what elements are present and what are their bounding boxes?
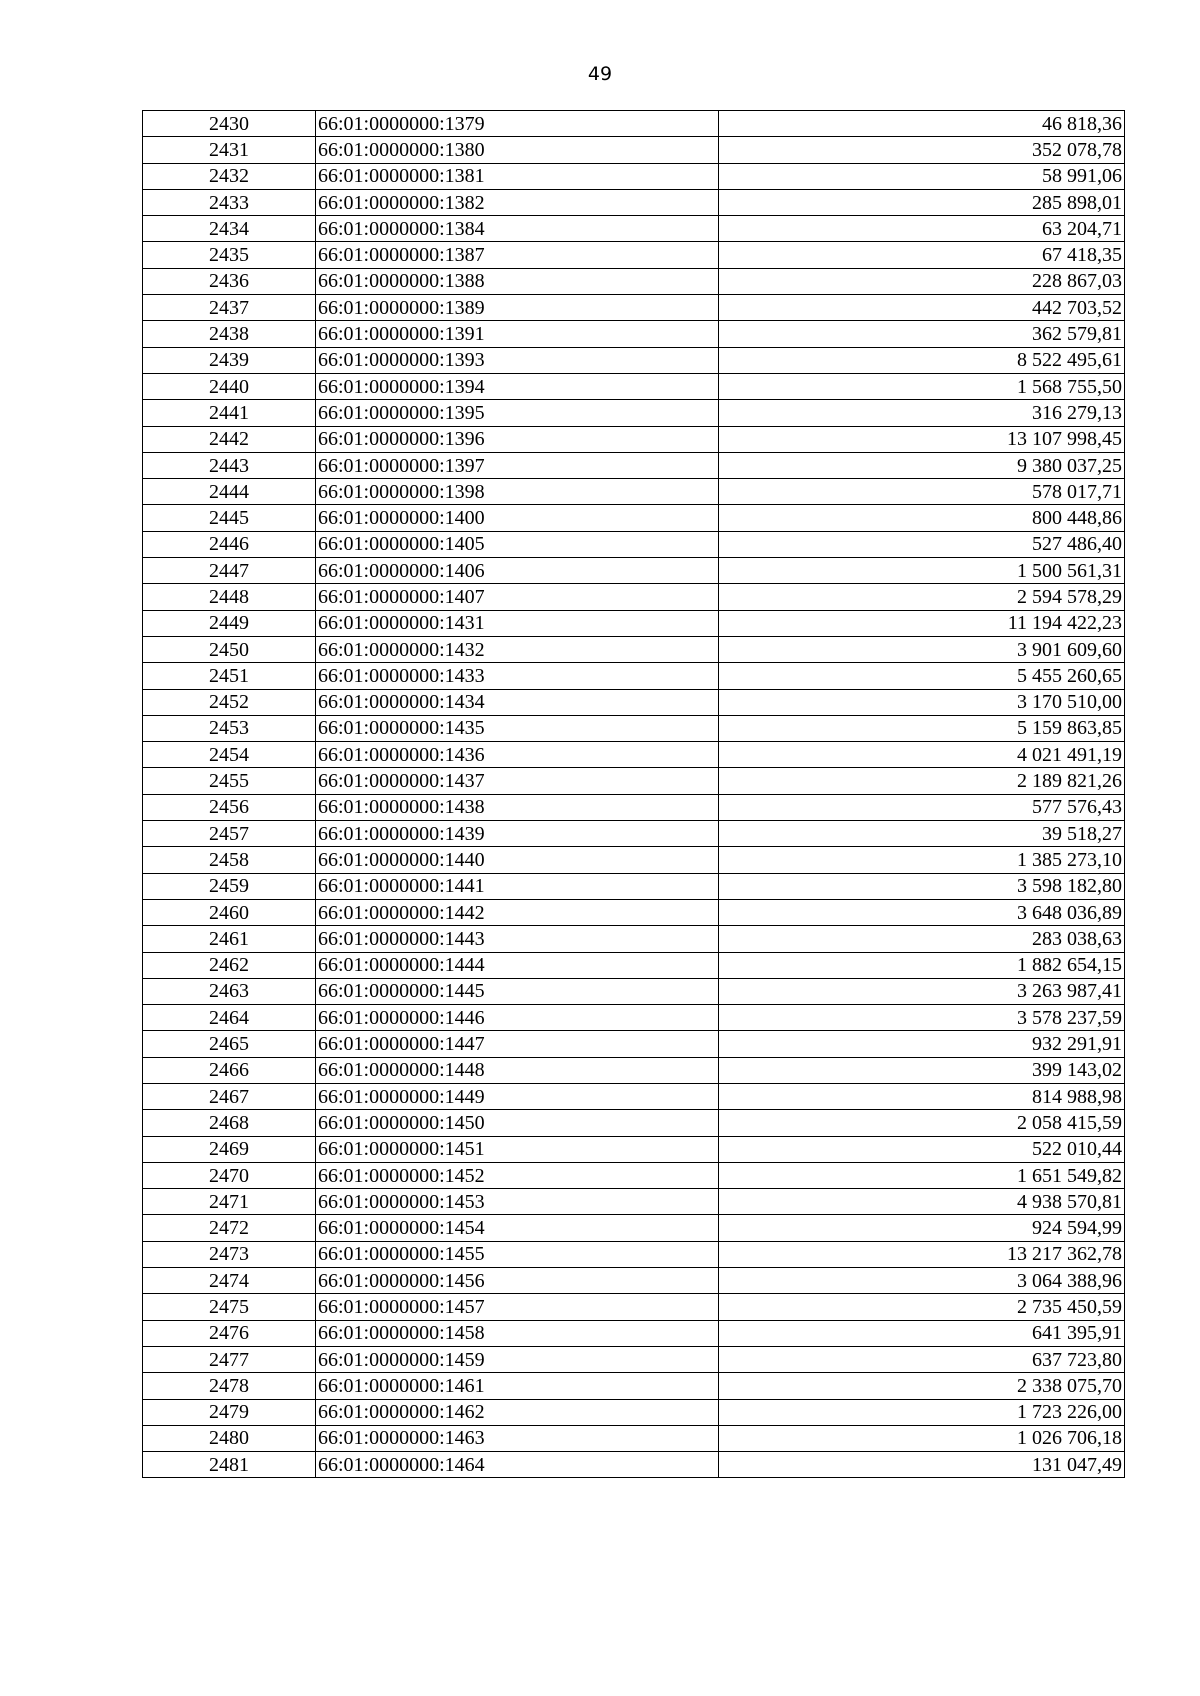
- cadastral-number-cell: 66:01:0000000:1406: [316, 558, 719, 584]
- table-row: [143, 137, 1125, 163]
- row-number-cell: 2465: [143, 1031, 316, 1057]
- table-row: [143, 163, 1125, 189]
- value-cell: 11 194 422,23: [719, 610, 1125, 636]
- cadastral-number-cell: 66:01:0000000:1381: [316, 163, 719, 189]
- table-row: [143, 295, 1125, 321]
- value-cell: 932 291,91: [719, 1031, 1125, 1057]
- row-number-cell: 2469: [143, 1136, 316, 1162]
- table-row: [143, 847, 1125, 873]
- value-cell: 5 159 863,85: [719, 715, 1125, 741]
- cadastral-number-cell: 66:01:0000000:1454: [316, 1215, 719, 1241]
- table-row: [143, 978, 1125, 1004]
- value-cell: 131 047,49: [719, 1452, 1125, 1478]
- value-cell: 924 594,99: [719, 1215, 1125, 1241]
- row-number-cell: 2443: [143, 452, 316, 478]
- value-cell: 58 991,06: [719, 163, 1125, 189]
- cadastral-number-cell: 66:01:0000000:1396: [316, 426, 719, 452]
- cadastral-number-cell: 66:01:0000000:1459: [316, 1346, 719, 1372]
- cadastral-number-cell: 66:01:0000000:1433: [316, 663, 719, 689]
- cadastral-number-cell: 66:01:0000000:1463: [316, 1425, 719, 1451]
- row-number-cell: 2477: [143, 1346, 316, 1372]
- table-row: [143, 1425, 1125, 1451]
- cadastral-number-cell: 66:01:0000000:1434: [316, 689, 719, 715]
- table-row: [143, 1399, 1125, 1425]
- row-number-cell: 2468: [143, 1110, 316, 1136]
- row-number-cell: 2456: [143, 794, 316, 820]
- row-number-cell: 2444: [143, 479, 316, 505]
- table-row: [143, 1057, 1125, 1083]
- table-row: [143, 505, 1125, 531]
- table-row: [143, 926, 1125, 952]
- value-cell: 3 578 237,59: [719, 1005, 1125, 1031]
- table-row: [143, 873, 1125, 899]
- cadastral-number-cell: 66:01:0000000:1450: [316, 1110, 719, 1136]
- value-cell: 2 594 578,29: [719, 584, 1125, 610]
- cadastral-number-cell: 66:01:0000000:1387: [316, 242, 719, 268]
- row-number-cell: 2464: [143, 1005, 316, 1031]
- cadastral-number-cell: 66:01:0000000:1389: [316, 295, 719, 321]
- row-number-cell: 2461: [143, 926, 316, 952]
- cadastral-number-cell: 66:01:0000000:1449: [316, 1083, 719, 1109]
- table-row: [143, 531, 1125, 557]
- value-cell: 800 448,86: [719, 505, 1125, 531]
- table-row: [143, 663, 1125, 689]
- table-row: [143, 768, 1125, 794]
- cadastral-number-cell: 66:01:0000000:1432: [316, 636, 719, 662]
- row-number-cell: 2455: [143, 768, 316, 794]
- value-cell: 399 143,02: [719, 1057, 1125, 1083]
- value-cell: 4 021 491,19: [719, 742, 1125, 768]
- table-row: [143, 373, 1125, 399]
- row-number-cell: 2467: [143, 1083, 316, 1109]
- cadastral-number-cell: 66:01:0000000:1391: [316, 321, 719, 347]
- value-cell: 3 648 036,89: [719, 899, 1125, 925]
- value-cell: 637 723,80: [719, 1346, 1125, 1372]
- cadastral-number-cell: 66:01:0000000:1453: [316, 1189, 719, 1215]
- row-number-cell: 2459: [143, 873, 316, 899]
- value-cell: 285 898,01: [719, 189, 1125, 215]
- row-number-cell: 2440: [143, 373, 316, 399]
- row-number-cell: 2470: [143, 1162, 316, 1188]
- row-number-cell: 2436: [143, 268, 316, 294]
- row-number-cell: 2432: [143, 163, 316, 189]
- table-row: [143, 1110, 1125, 1136]
- cadastral-number-cell: 66:01:0000000:1455: [316, 1241, 719, 1267]
- row-number-cell: 2451: [143, 663, 316, 689]
- table-row: [143, 1136, 1125, 1162]
- row-number-cell: 2442: [143, 426, 316, 452]
- value-cell: 2 058 415,59: [719, 1110, 1125, 1136]
- value-cell: 9 380 037,25: [719, 452, 1125, 478]
- value-cell: 316 279,13: [719, 400, 1125, 426]
- table-row: [143, 479, 1125, 505]
- cadastral-number-cell: 66:01:0000000:1398: [316, 479, 719, 505]
- value-cell: 1 385 273,10: [719, 847, 1125, 873]
- row-number-cell: 2441: [143, 400, 316, 426]
- row-number-cell: 2457: [143, 821, 316, 847]
- row-number-cell: 2450: [143, 636, 316, 662]
- row-number-cell: 2478: [143, 1373, 316, 1399]
- cadastral-number-cell: 66:01:0000000:1379: [316, 111, 719, 137]
- row-number-cell: 2471: [143, 1189, 316, 1215]
- value-cell: 3 170 510,00: [719, 689, 1125, 715]
- table-row: [143, 268, 1125, 294]
- table-row: [143, 1373, 1125, 1399]
- value-cell: 577 576,43: [719, 794, 1125, 820]
- cadastral-number-cell: 66:01:0000000:1405: [316, 531, 719, 557]
- table-row: [143, 610, 1125, 636]
- value-cell: 13 107 998,45: [719, 426, 1125, 452]
- row-number-cell: 2437: [143, 295, 316, 321]
- value-cell: 4 938 570,81: [719, 1189, 1125, 1215]
- table-row: [143, 558, 1125, 584]
- value-cell: 527 486,40: [719, 531, 1125, 557]
- table-row: [143, 821, 1125, 847]
- cadastral-number-cell: 66:01:0000000:1394: [316, 373, 719, 399]
- value-cell: 3 064 388,96: [719, 1268, 1125, 1294]
- row-number-cell: 2449: [143, 610, 316, 636]
- row-number-cell: 2445: [143, 505, 316, 531]
- value-cell: 3 263 987,41: [719, 978, 1125, 1004]
- table-row: [143, 1005, 1125, 1031]
- cadastral-number-cell: 66:01:0000000:1458: [316, 1320, 719, 1346]
- table-row: [143, 347, 1125, 373]
- cadastral-number-cell: 66:01:0000000:1464: [316, 1452, 719, 1478]
- row-number-cell: 2454: [143, 742, 316, 768]
- cadastral-number-cell: 66:01:0000000:1388: [316, 268, 719, 294]
- cadastral-number-cell: 66:01:0000000:1438: [316, 794, 719, 820]
- table-row: [143, 1268, 1125, 1294]
- row-number-cell: 2452: [143, 689, 316, 715]
- row-number-cell: 2466: [143, 1057, 316, 1083]
- cadastral-number-cell: 66:01:0000000:1442: [316, 899, 719, 925]
- row-number-cell: 2447: [143, 558, 316, 584]
- cadastral-number-cell: 66:01:0000000:1397: [316, 452, 719, 478]
- value-cell: 362 579,81: [719, 321, 1125, 347]
- cadastral-number-cell: 66:01:0000000:1380: [316, 137, 719, 163]
- table-row: [143, 742, 1125, 768]
- value-cell: 67 418,35: [719, 242, 1125, 268]
- cadastral-number-cell: 66:01:0000000:1393: [316, 347, 719, 373]
- value-cell: 228 867,03: [719, 268, 1125, 294]
- cadastral-number-cell: 66:01:0000000:1448: [316, 1057, 719, 1083]
- table-row: [143, 1241, 1125, 1267]
- value-cell: 1 651 549,82: [719, 1162, 1125, 1188]
- value-cell: 442 703,52: [719, 295, 1125, 321]
- page-number: 49: [587, 63, 613, 85]
- table-row: [143, 1162, 1125, 1188]
- table-row: [143, 1215, 1125, 1241]
- value-cell: 39 518,27: [719, 821, 1125, 847]
- table-row: [143, 216, 1125, 242]
- value-cell: 46 818,36: [719, 111, 1125, 137]
- value-cell: 814 988,98: [719, 1083, 1125, 1109]
- row-number-cell: 2481: [143, 1452, 316, 1478]
- row-number-cell: 2473: [143, 1241, 316, 1267]
- table-row: [143, 321, 1125, 347]
- value-cell: 13 217 362,78: [719, 1241, 1125, 1267]
- value-cell: 1 026 706,18: [719, 1425, 1125, 1451]
- row-number-cell: 2472: [143, 1215, 316, 1241]
- row-number-cell: 2460: [143, 899, 316, 925]
- value-cell: 2 735 450,59: [719, 1294, 1125, 1320]
- value-cell: 283 038,63: [719, 926, 1125, 952]
- row-number-cell: 2479: [143, 1399, 316, 1425]
- value-cell: 8 522 495,61: [719, 347, 1125, 373]
- value-cell: 3 598 182,80: [719, 873, 1125, 899]
- cadastral-number-cell: 66:01:0000000:1457: [316, 1294, 719, 1320]
- value-cell: 1 882 654,15: [719, 952, 1125, 978]
- row-number-cell: 2458: [143, 847, 316, 873]
- table-row: [143, 111, 1125, 137]
- table-body: [143, 111, 1125, 1478]
- data-table: [142, 110, 1125, 1478]
- row-number-cell: 2480: [143, 1425, 316, 1451]
- table-row: [143, 1083, 1125, 1109]
- cadastral-number-cell: 66:01:0000000:1382: [316, 189, 719, 215]
- row-number-cell: 2439: [143, 347, 316, 373]
- table-row: [143, 952, 1125, 978]
- table-row: [143, 400, 1125, 426]
- cadastral-number-cell: 66:01:0000000:1431: [316, 610, 719, 636]
- value-cell: 5 455 260,65: [719, 663, 1125, 689]
- value-cell: 1 568 755,50: [719, 373, 1125, 399]
- row-number-cell: 2431: [143, 137, 316, 163]
- table-row: [143, 426, 1125, 452]
- table-row: [143, 452, 1125, 478]
- table-row: [143, 899, 1125, 925]
- cadastral-number-cell: 66:01:0000000:1384: [316, 216, 719, 242]
- row-number-cell: 2435: [143, 242, 316, 268]
- value-cell: 641 395,91: [719, 1320, 1125, 1346]
- cadastral-number-cell: 66:01:0000000:1447: [316, 1031, 719, 1057]
- row-number-cell: 2453: [143, 715, 316, 741]
- row-number-cell: 2448: [143, 584, 316, 610]
- cadastral-number-cell: 66:01:0000000:1439: [316, 821, 719, 847]
- table-row: [143, 584, 1125, 610]
- table-row: [143, 1031, 1125, 1057]
- table-row: [143, 1452, 1125, 1478]
- table-row: [143, 715, 1125, 741]
- table-row: [143, 1320, 1125, 1346]
- cadastral-number-cell: 66:01:0000000:1444: [316, 952, 719, 978]
- table-row: [143, 794, 1125, 820]
- row-number-cell: 2434: [143, 216, 316, 242]
- row-number-cell: 2476: [143, 1320, 316, 1346]
- cadastral-number-cell: 66:01:0000000:1461: [316, 1373, 719, 1399]
- cadastral-number-cell: 66:01:0000000:1395: [316, 400, 719, 426]
- value-cell: 578 017,71: [719, 479, 1125, 505]
- value-cell: 522 010,44: [719, 1136, 1125, 1162]
- cadastral-number-cell: 66:01:0000000:1407: [316, 584, 719, 610]
- table-row: [143, 1346, 1125, 1372]
- value-cell: 63 204,71: [719, 216, 1125, 242]
- table-row: [143, 242, 1125, 268]
- cadastral-number-cell: 66:01:0000000:1441: [316, 873, 719, 899]
- cadastral-number-cell: 66:01:0000000:1445: [316, 978, 719, 1004]
- cadastral-number-cell: 66:01:0000000:1435: [316, 715, 719, 741]
- cadastral-number-cell: 66:01:0000000:1443: [316, 926, 719, 952]
- table-row: [143, 636, 1125, 662]
- value-cell: 2 338 075,70: [719, 1373, 1125, 1399]
- row-number-cell: 2463: [143, 978, 316, 1004]
- table-row: [143, 1189, 1125, 1215]
- cadastral-number-cell: 66:01:0000000:1462: [316, 1399, 719, 1425]
- cadastral-number-cell: 66:01:0000000:1440: [316, 847, 719, 873]
- cadastral-number-cell: 66:01:0000000:1437: [316, 768, 719, 794]
- value-cell: 352 078,78: [719, 137, 1125, 163]
- cadastral-number-cell: 66:01:0000000:1452: [316, 1162, 719, 1188]
- value-cell: 1 723 226,00: [719, 1399, 1125, 1425]
- table-row: [143, 1294, 1125, 1320]
- cadastral-number-cell: 66:01:0000000:1446: [316, 1005, 719, 1031]
- row-number-cell: 2446: [143, 531, 316, 557]
- table-row: [143, 689, 1125, 715]
- value-cell: 1 500 561,31: [719, 558, 1125, 584]
- row-number-cell: 2475: [143, 1294, 316, 1320]
- row-number-cell: 2430: [143, 111, 316, 137]
- row-number-cell: 2433: [143, 189, 316, 215]
- row-number-cell: 2438: [143, 321, 316, 347]
- value-cell: 3 901 609,60: [719, 636, 1125, 662]
- cadastral-number-cell: 66:01:0000000:1436: [316, 742, 719, 768]
- value-cell: 2 189 821,26: [719, 768, 1125, 794]
- cadastral-number-cell: 66:01:0000000:1456: [316, 1268, 719, 1294]
- cadastral-number-cell: 66:01:0000000:1400: [316, 505, 719, 531]
- row-number-cell: 2462: [143, 952, 316, 978]
- table-row: [143, 189, 1125, 215]
- cadastral-number-cell: 66:01:0000000:1451: [316, 1136, 719, 1162]
- row-number-cell: 2474: [143, 1268, 316, 1294]
